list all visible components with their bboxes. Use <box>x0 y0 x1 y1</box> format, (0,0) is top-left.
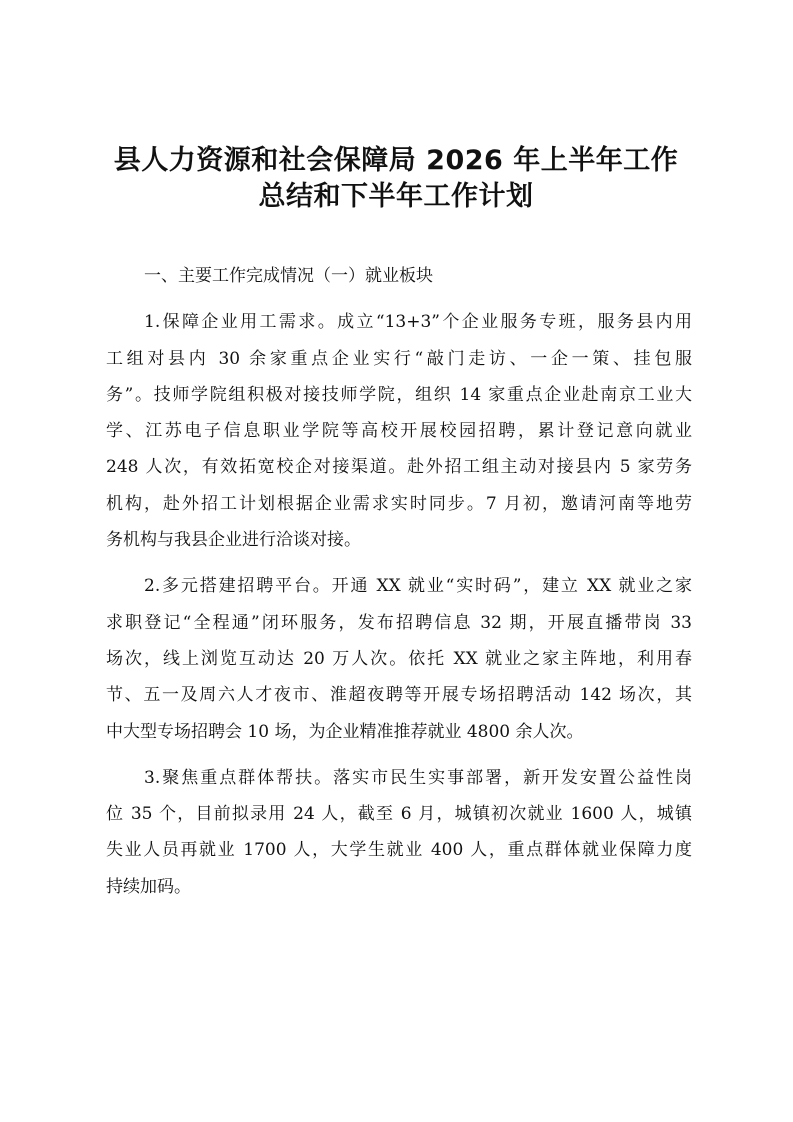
paragraph-line: 机构，赴外招工计划根据企业需求实时同步。7 月初，邀请河南等地劳 <box>106 493 692 514</box>
paragraph-key-groups <box>106 760 692 905</box>
paragraph-line: 场次，线上浏览互动达 20 万人次。依托 XX 就业之家主阵地，利用春 <box>106 648 692 669</box>
document-body <box>106 258 692 915</box>
title-line-2: 总结和下半年工作计划 <box>258 181 534 212</box>
paragraph-line: 务”。技师学院组积极对接技师学院，组织 14 家重点企业赴南京工业大 <box>106 384 692 405</box>
paragraph-line: 2.多元搭建招聘平台。开通 XX 就业“实时码”，建立 XX 就业之家 <box>144 576 692 597</box>
paragraph-line: 失业人员再就业 1700 人，大学生就业 400 人，重点群体就业保障力度 <box>106 840 692 861</box>
title-line-1: 县人力资源和社会保障局 2026 年上半年工作 <box>113 145 679 176</box>
paragraph-line: 1.保障企业用工需求。成立“13+3”个企业服务专班，服务县内用 <box>144 312 692 333</box>
paragraph-line: 务机构与我县企业进行洽谈对接。 <box>106 530 361 551</box>
paragraph-line: 3.聚焦重点群体帮扶。落实市民生实事部署，新开发安置公益性岗 <box>144 767 692 788</box>
paragraph-line: 持续加码。 <box>106 876 191 897</box>
paragraph-recruitment-platform <box>106 568 692 749</box>
paragraph-line: 位 35 个，目前拟录用 24 人，截至 6 月，城镇初次就业 1600 人，城镇 <box>106 804 692 825</box>
paragraph-employment-demand <box>106 304 692 558</box>
paragraph-line: 中大型专场招聘会 10 场，为企业精准推荐就业 4800 余人次。 <box>106 721 584 742</box>
section-heading: 一、主要工作完成情况（一）就业板块 <box>144 266 433 286</box>
paragraph-line: 节、五一及周六人才夜市、淮超夜聘等开展专场招聘活动 142 场次，其 <box>106 685 692 706</box>
paragraph-line: 学、江苏电子信息职业学院等高校开展校园招聘，累计登记意向就业 <box>106 421 692 442</box>
paragraph-line: 工组对县内 30 余家重点企业实行“敲门走访、一企一策、挂包服 <box>106 348 692 369</box>
paragraph-line: 求职登记“全程通”闭环服务，发布招聘信息 32 期，开展直播带岗 33 <box>106 612 692 633</box>
paragraph-line: 248 人次，有效拓宽校企对接渠道。赴外招工组主动对接县内 5 家劳务 <box>106 457 692 478</box>
document-title <box>96 143 696 215</box>
